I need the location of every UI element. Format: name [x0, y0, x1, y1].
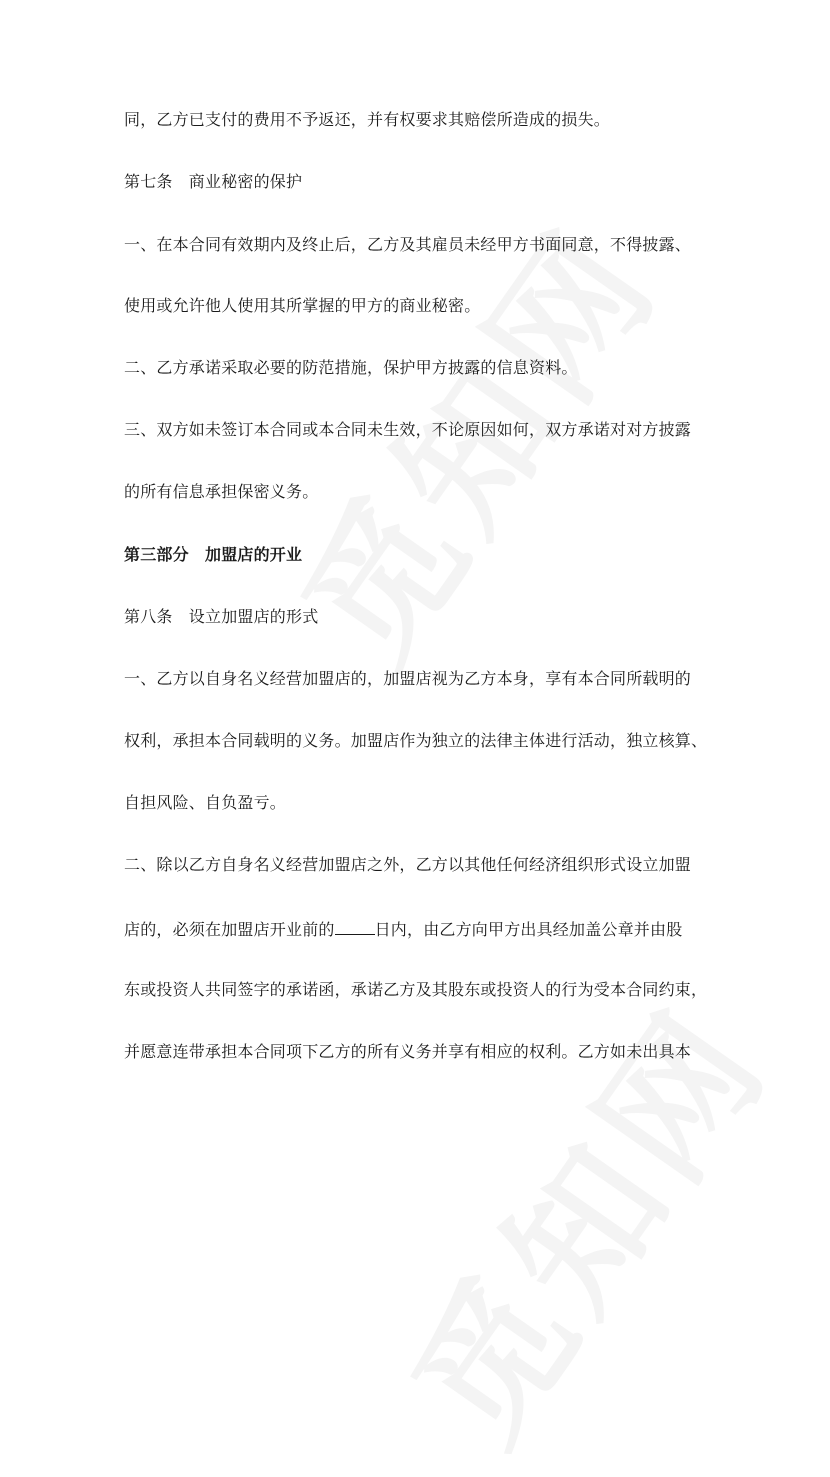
paragraph-line: 同，乙方已支付的费用不予返还，并有权要求其赔偿所造成的损失。	[124, 110, 611, 129]
watermark	[354, 959, 806, 1476]
paragraph-line: 权利，承担本合同载明的义务。加盟店作为独立的法律主体进行活动，独立核算、	[124, 731, 708, 750]
article-heading: 第八条 设立加盟店的形式	[124, 607, 319, 626]
text-before-blank: 店的，必须在加盟店开业前的	[124, 920, 335, 939]
paragraph-line: 三、双方如未签订本合同或本合同未生效，不论原因如何，双方承诺对对方披露	[124, 420, 692, 439]
paragraph-line: 并愿意连带承担本合同项下乙方的所有义务并享有相应的权利。乙方如未出具本	[124, 1042, 692, 1061]
paragraph-line: 自担风险、自负盈亏。	[124, 793, 287, 812]
paragraph-line: 的所有信息承担保密义务。	[124, 482, 319, 501]
paragraph-line: 二、除以乙方自身名义经营加盟店之外，乙方以其他任何经济组织形式设立加盟	[124, 855, 692, 874]
paragraph-line: 东或投资人共同签字的承诺函，承诺乙方及其股东或投资人的行为受本合同约束，	[124, 980, 708, 999]
section-heading: 第三部分 加盟店的开业	[124, 545, 303, 564]
fill-in-blank	[335, 918, 375, 935]
paragraph-line: 一、在本合同有效期内及终止后，乙方及其雇员未经甲方书面同意，不得披露、	[124, 235, 692, 254]
text-after-blank: 日内，由乙方向甲方出具经加盖公章并由股	[374, 920, 683, 939]
paragraph-line: 一、乙方以自身名义经营加盟店的，加盟店视为乙方本身，享有本合同所载明的	[124, 669, 692, 688]
paragraph-line: 使用或允许他人使用其所掌握的甲方的商业秘密。	[124, 296, 481, 315]
article-heading: 第七条 商业秘密的保护	[124, 172, 303, 191]
paragraph-line-with-blank	[124, 918, 724, 940]
paragraph-line: 二、乙方承诺采取必要的防范措施，保护甲方披露的信息资料。	[124, 358, 578, 377]
